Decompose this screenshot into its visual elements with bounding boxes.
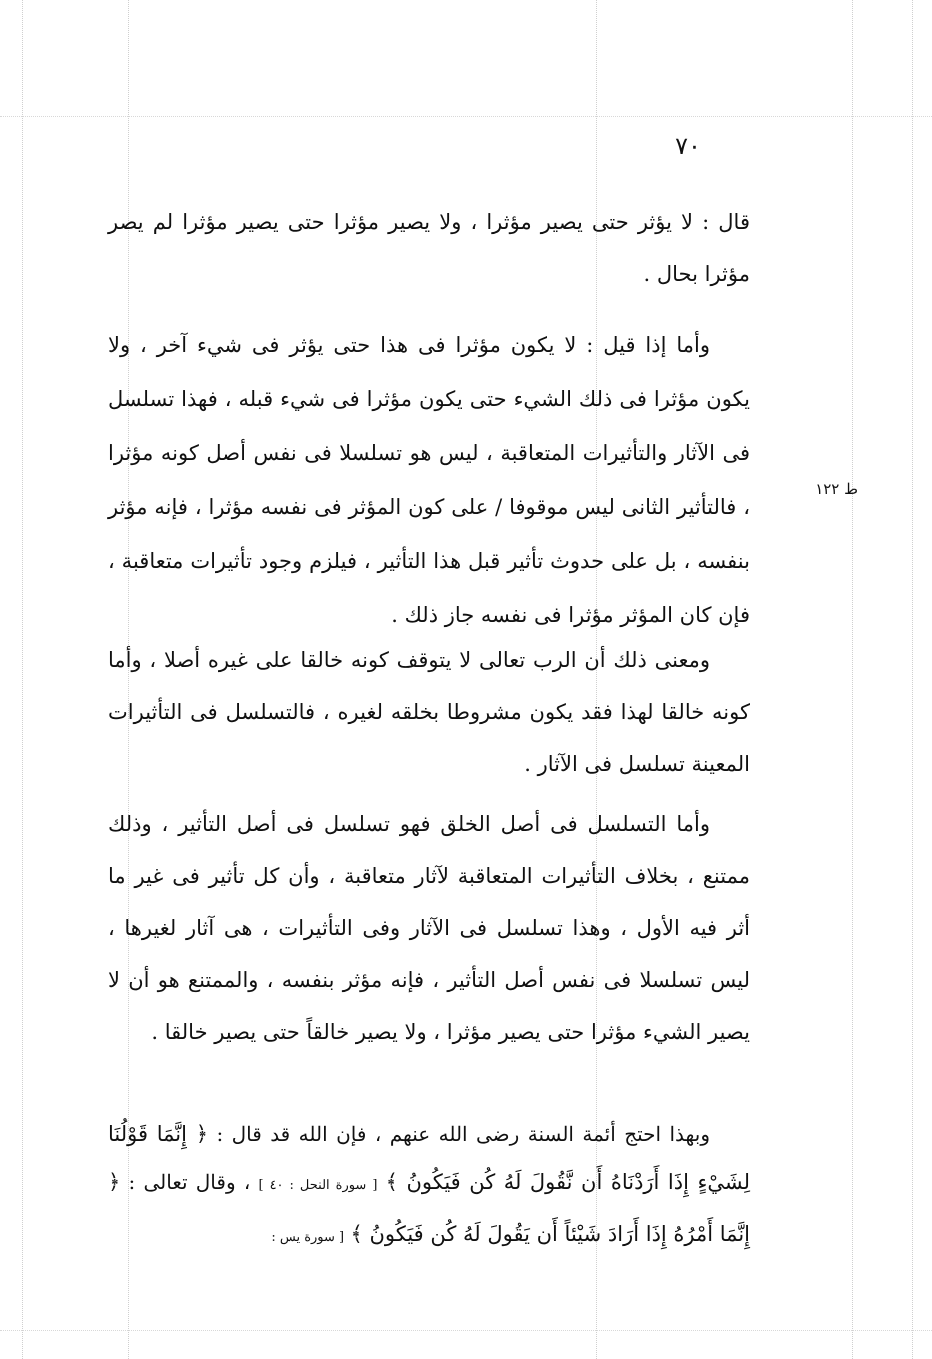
paragraph-text: قال : لا يؤثر حتى يصير مؤثرا ، ولا يصير مؤثرا حتى يصير مؤثرا لم يصر مؤثرا بحال . xyxy=(108,210,750,286)
scan-guide-line xyxy=(912,0,913,1359)
scan-guide-line xyxy=(22,0,23,1359)
paragraph-3 xyxy=(108,634,750,790)
paragraph-text xyxy=(108,1110,750,1262)
intro-text: وبهذا احتج أئمة السنة رضى الله عنهم ، فإن الله قد قال : xyxy=(216,1122,710,1146)
quran-verse: ﴿ إِنَّمَا قَوْلُنَا لِشَيْءٍ إِذَا أَرَدْنَاهُ أَن نَّقُولَ لَهُ كُن فَيَكُونُ ﴾ xyxy=(108,1122,750,1194)
verse-reference: [ سورة يس : xyxy=(271,1230,345,1245)
paragraph-2 xyxy=(108,318,750,642)
scan-guide-line xyxy=(0,116,932,117)
connector-text: ، وقال تعالى : xyxy=(128,1170,251,1194)
scan-guide-line xyxy=(0,1330,932,1331)
paragraph-text: وأما التسلسل فى أصل الخلق فهو تسلسل فى أصل التأثير ، وذلك ممتنع ، بخلاف التأثيرات المتعاقبة لآثار متعاقبة ، وأن كل تأثير فى غير ما أثر فيه الأول ، وهذا تسلسل فى الآثار وفى التأثيرات ، هى آثار لغيرها ، ليس تسلسلا فى نفس أصل التأثير ، فإنه مؤثر بنفسه ، والممتنع هو أن لا يصير الشيء مؤثرا حتى يصير مؤثرا ، ولا يصير خالقاً حتى يصير خالقا . xyxy=(108,812,750,1044)
verse-reference: [ سورة النحل : ٤٠ ] xyxy=(258,1178,378,1193)
scan-guide-line xyxy=(852,0,853,1359)
paragraph-5 xyxy=(108,1110,750,1262)
paragraph-4 xyxy=(108,798,750,1058)
paragraph-text: ومعنى ذلك أن الرب تعالى لا يتوقف كونه خالقا على غيره أصلا ، وأما كونه خالقا لهذا فقد يكون مشروطا بخلقه لغيره ، فالتسلسل فى التأثيرات المعينة تسلسل فى الآثار . xyxy=(108,648,750,776)
margin-note: ط ١٢٢ xyxy=(815,480,858,498)
page-number: ٧٠ xyxy=(675,132,701,160)
quran-verse: ﴿ إِنَّمَا أَمْرُهُ إِذَا أَرَادَ شَيْئاً أَن يَقُولَ لَهُ كُن فَيَكُونُ ﴾ xyxy=(108,1170,750,1246)
paragraph-text: وأما إذا قيل : لا يكون مؤثرا فى هذا حتى يؤثر فى شيء آخر ، ولا يكون مؤثرا فى ذلك الشيء حتى يكون مؤثرا فى شيء قبله ، فهذا تسلسل فى الآثار والتأثيرات المتعاقبة ، ليس هو تسلسلا فى نفس أصل كونه مؤثرا ، فالتأثير الثانى ليس موقوفا / على كون المؤثر فى نفسه مؤثرا ، فإنه مؤثر بنفسه ، بل على حدوث تأثير قبل هذا التأثير ، فيلزم وجود تأثيرات متعاقبة ، فإن كان المؤثر مؤثرا فى نفسه جاز ذلك . xyxy=(108,333,750,627)
paragraph-1 xyxy=(108,196,750,300)
